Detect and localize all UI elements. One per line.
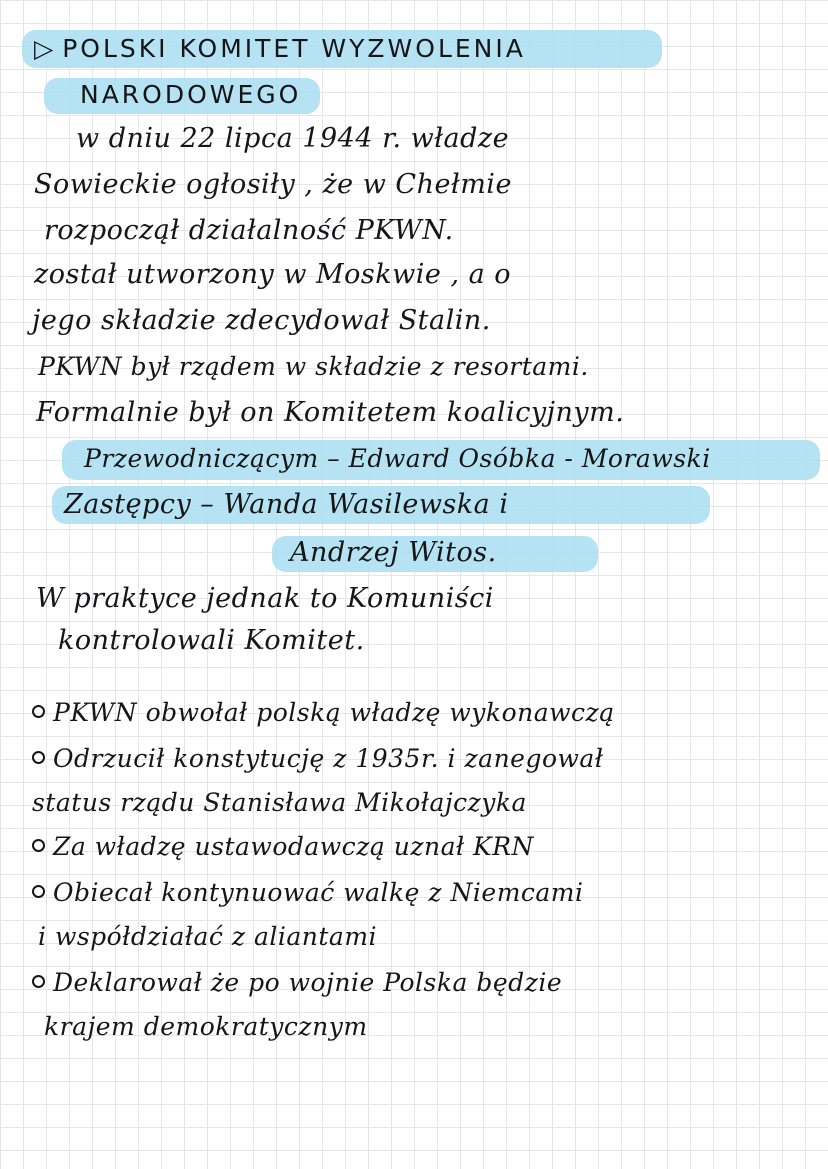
paragraph1-line-4: został utworzony w Moskwie , a o [34, 259, 512, 290]
page-title-line-2 [80, 78, 301, 112]
title-text-2: NARODOWEGO [80, 80, 302, 109]
bullet-text: PKWN obwołał polską władzę wykonawczą [53, 698, 615, 727]
triangle-marker-icon: ▷ [34, 34, 57, 63]
bullet-item-2-cont: status rządu Stanisława Mikołajczyka [32, 788, 527, 817]
paragraph1-line-3: rozpoczął działalność PKWN. [44, 215, 454, 246]
bullet-text: Odrzucił konstytucję z 1935r. i zanegował [53, 744, 604, 773]
bullet-item-2 [32, 742, 603, 776]
bullet-item-5-cont: krajem demokratycznym [44, 1012, 368, 1041]
paragraph1-line-5: jego składzie zdecydował Stalin. [32, 305, 491, 336]
paragraph1-line-6: PKWN był rządem w składzie z resortami. [38, 352, 589, 381]
chairman-line: Przewodniczącym – Edward Osóbka - Morawski [84, 444, 711, 473]
page-title-line-1 [34, 32, 526, 66]
bullet-item-5 [32, 966, 562, 1000]
paragraph2-line-1: W praktyce jednak to Komuniści [36, 583, 494, 614]
bullet-item-4 [32, 876, 584, 910]
bullet-icon [32, 885, 45, 898]
bullet-item-3 [32, 830, 534, 864]
paragraph1-line-7: Formalnie był on Komitetem koalicyjnym. [36, 397, 625, 428]
bullet-text: Obiecał kontynuować walkę z Niemcami [53, 878, 584, 907]
deputies2-line: Andrzej Witos. [290, 537, 497, 568]
title-text-1: POLSKI KOMITET WYZWOLENIA [62, 34, 526, 63]
paragraph2-line-2: kontrolowali Komitet. [58, 625, 365, 656]
bullet-icon [32, 705, 45, 718]
deputies-line: Zastępcy – Wanda Wasilewska i [64, 489, 509, 520]
bullet-icon [32, 839, 45, 852]
bullet-icon [32, 751, 45, 764]
paragraph1-line-2: Sowieckie ogłosiły , że w Chełmie [34, 169, 512, 200]
bullet-icon [32, 975, 45, 988]
bullet-text: Deklarował że po wojnie Polska będzie [53, 968, 563, 997]
bullet-item-4-cont: i współdziałać z aliantami [38, 922, 378, 951]
bullet-text: Za władzę ustawodawczą uznał KRN [53, 832, 534, 861]
paragraph1-line-1: w dniu 22 lipca 1944 r. władze [76, 123, 510, 154]
bullet-item-1 [32, 696, 615, 730]
